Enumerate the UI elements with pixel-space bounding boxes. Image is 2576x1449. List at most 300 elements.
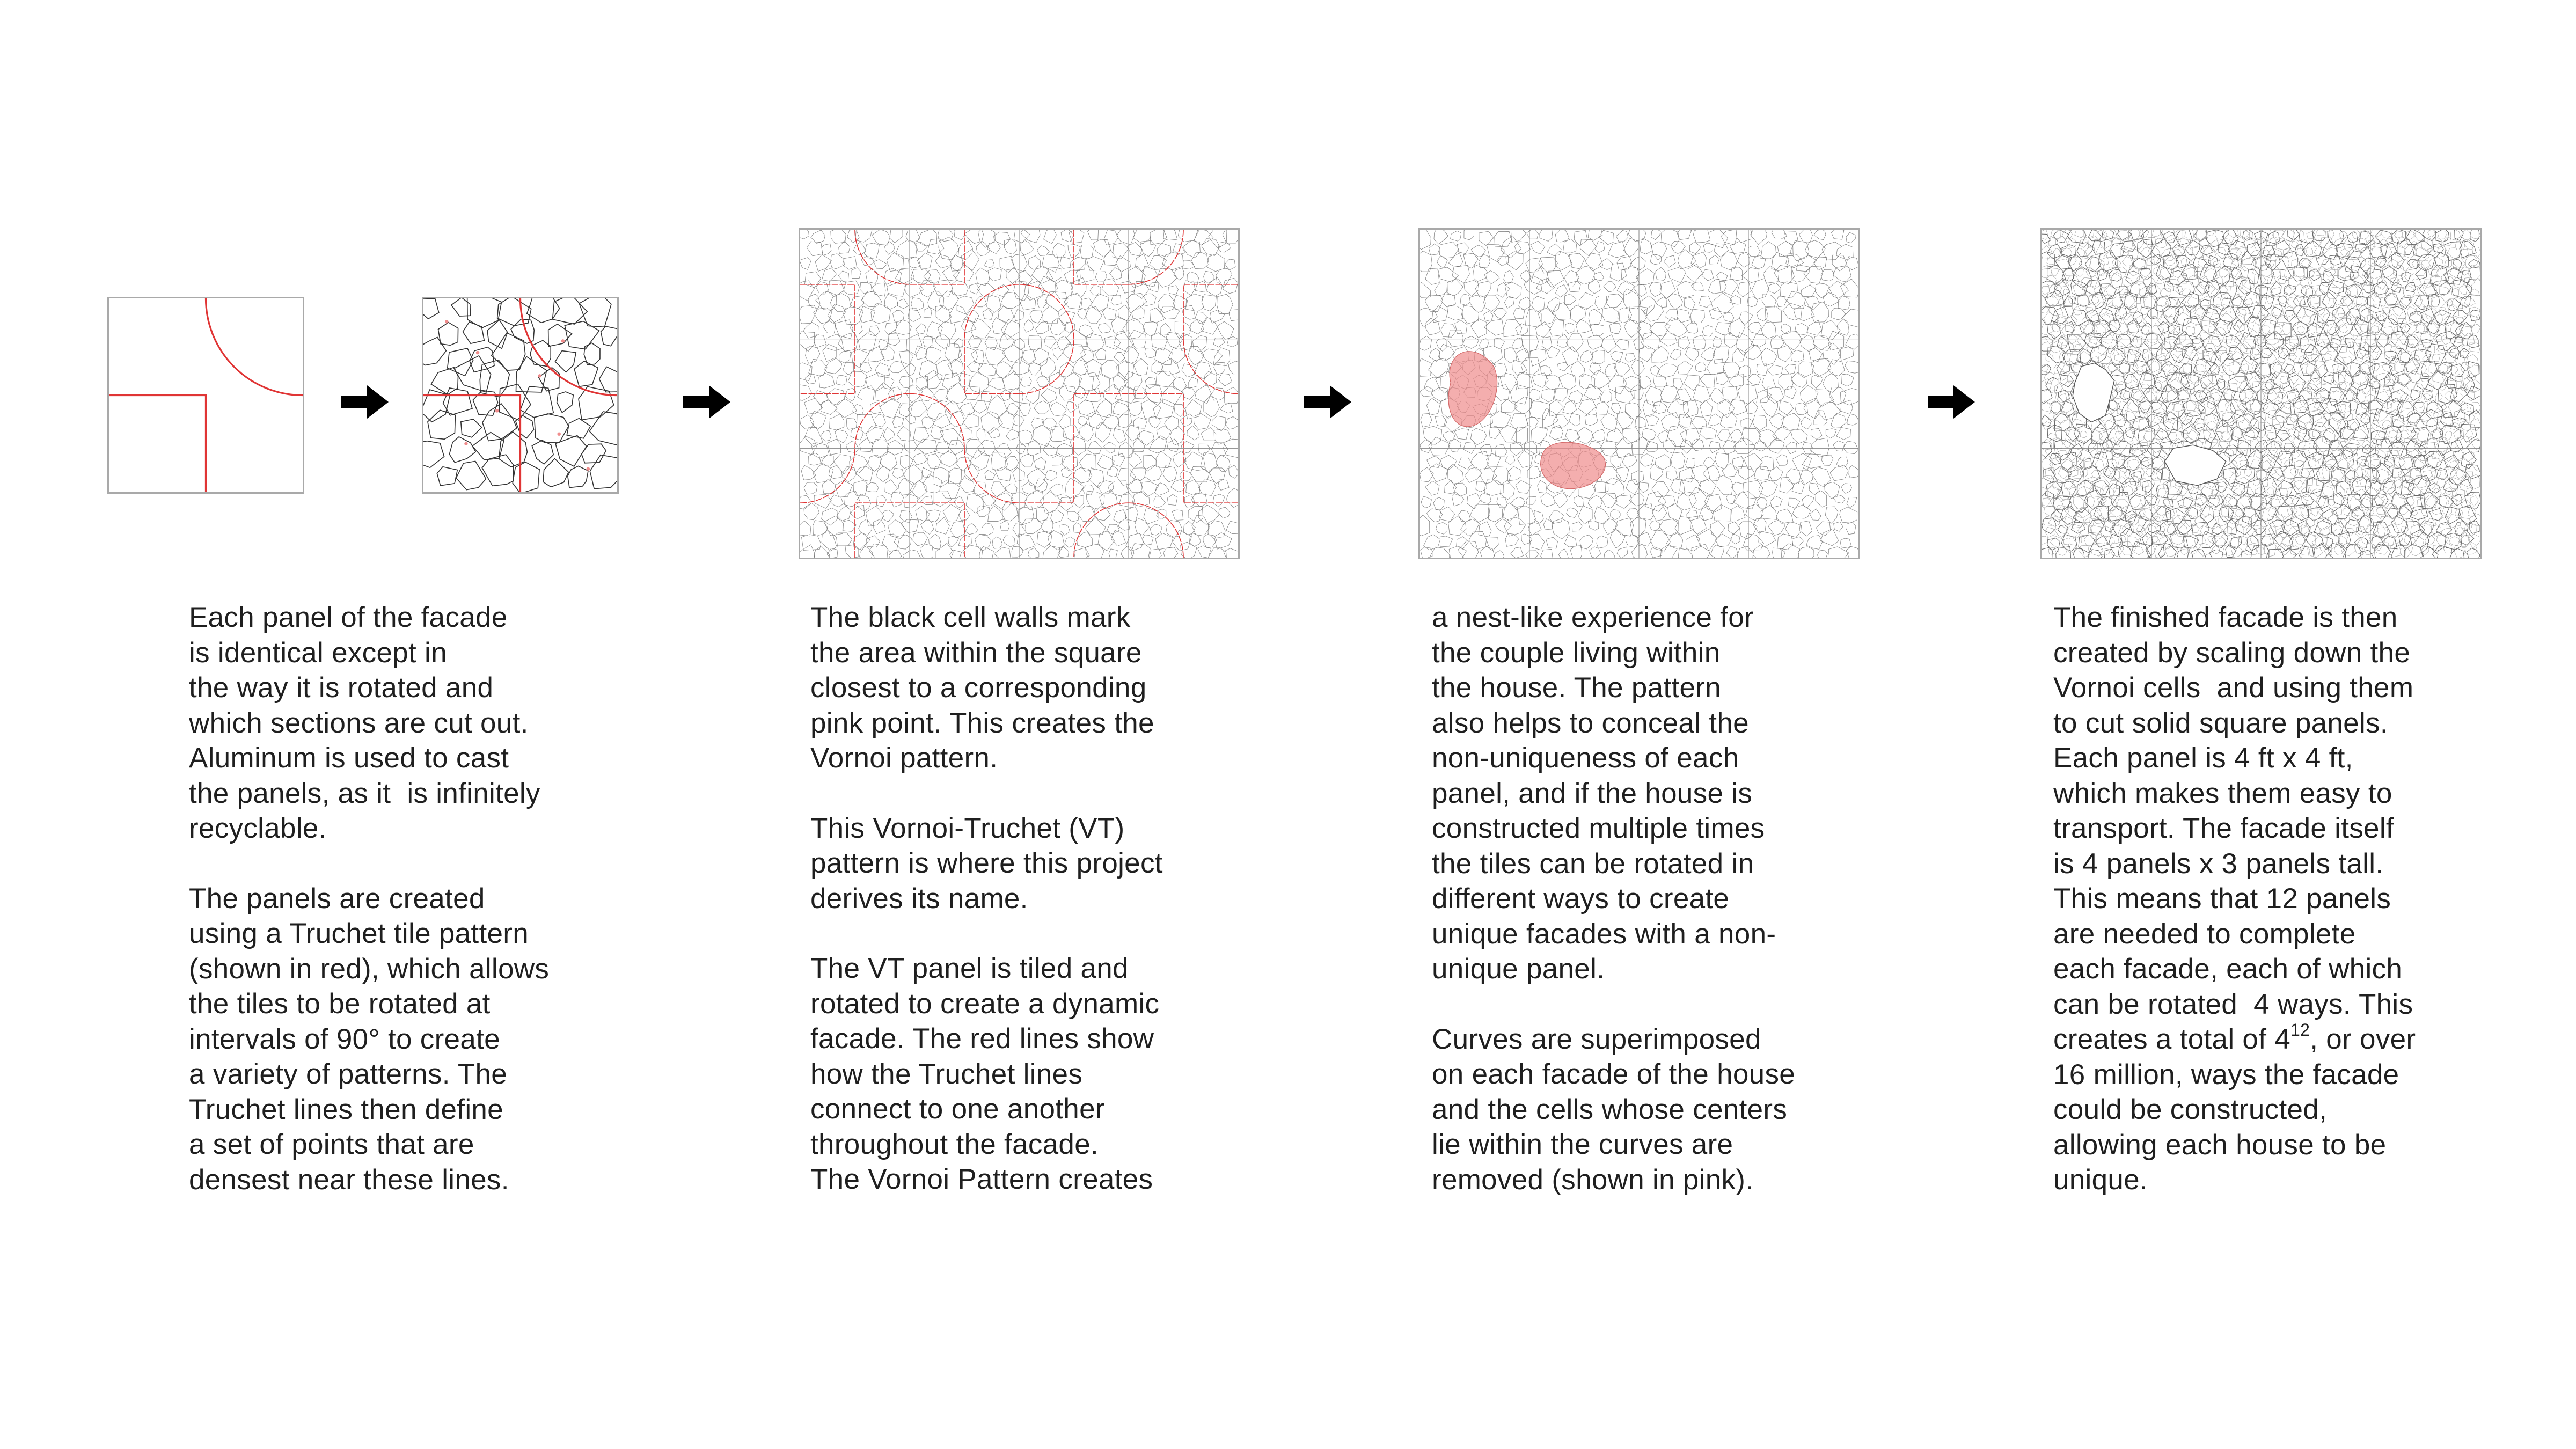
voronoi-cell: [2262, 325, 2270, 334]
voronoi-cell: [857, 386, 874, 400]
voronoi-cell: [1685, 347, 1698, 361]
voronoi-cell: [1420, 336, 1432, 350]
voronoi-cell: [1421, 496, 1431, 508]
voronoi-cell: [2200, 332, 2210, 342]
voronoi-cell: [2440, 426, 2461, 444]
voronoi-cell: [1716, 372, 1729, 385]
voronoi-cell: [1723, 312, 1734, 323]
voronoi-cell: [1751, 230, 1767, 245]
voronoi-cell: [2445, 391, 2454, 401]
voronoi-cell: [916, 324, 926, 334]
voronoi-cell: [1502, 503, 1518, 521]
voronoi-cell: [1831, 230, 1843, 239]
voronoi-cell: [1528, 523, 1541, 536]
voronoi-cell: [1093, 239, 1110, 257]
voronoi-cell: [2156, 276, 2164, 284]
voronoi-cell: [1149, 416, 1160, 428]
voronoi-cell: [1117, 468, 1135, 485]
voronoi-cell: [1152, 362, 1163, 374]
voronoi-cell: [2367, 314, 2376, 324]
voronoi-cell: [2139, 401, 2151, 413]
voronoi-cell: [1609, 324, 1621, 334]
voronoi-cell: [1738, 466, 1755, 480]
voronoi-cell: [1651, 241, 1666, 260]
voronoi-cell: [2068, 413, 2077, 422]
voronoi-cell: [1229, 310, 1238, 321]
voronoi-cell: [1180, 470, 1191, 480]
voronoi-cell: [2360, 364, 2370, 375]
voronoi-cell: [2452, 288, 2459, 296]
voronoi-cell: [1656, 267, 1666, 280]
right-arrow-icon: [341, 383, 390, 421]
voronoi-cell: [2468, 260, 2479, 268]
voronoi-cell: [1785, 386, 1797, 399]
voronoi-cell: [2340, 295, 2353, 306]
paragraph: a nest-like experience for the couple living within the house. The pattern also helps to conceal the non-uniqueness of each panel, and if the house is constructed multiple times the tiles can be rotated in different ways to create unique facades with a non- unique panel.: [1432, 602, 1776, 985]
voronoi-cell: [1149, 282, 1159, 292]
voronoi-cell: [2306, 248, 2313, 255]
voronoi-cell: [2045, 527, 2055, 537]
voronoi-cell: [2084, 461, 2093, 469]
voronoi-cell: [2123, 391, 2131, 400]
voronoi-cell: [1086, 334, 1104, 352]
voronoi-cell: [2297, 409, 2310, 424]
voronoi-cell: [1484, 311, 1494, 321]
voronoi-cell: [1436, 339, 1447, 352]
voronoi-cell: [2073, 496, 2084, 509]
voronoi-cell: [1010, 389, 1023, 403]
voronoi-cell: [826, 389, 845, 405]
voronoi-cell: [1195, 384, 1211, 404]
voronoi-cell: [1664, 255, 1675, 267]
voronoi-cell: [2046, 334, 2056, 342]
voronoi-cell: [2064, 516, 2072, 524]
voronoi-cell: [497, 298, 531, 326]
voronoi-cell: [1114, 352, 1125, 362]
voronoi-cell: [1529, 389, 1540, 401]
voronoi-cell: [1602, 307, 1620, 323]
voronoi-cell: [860, 282, 872, 294]
voronoi-cell: [1511, 547, 1524, 558]
voronoi-cell: [1846, 232, 1856, 243]
voronoi-cell: [1836, 244, 1853, 260]
voronoi-cell: [2134, 546, 2144, 555]
voronoi-cell: [1849, 466, 1858, 478]
voronoi-cell: [1420, 282, 1431, 297]
voronoi-cell: [2084, 477, 2092, 489]
voronoi-cell: [872, 439, 889, 458]
cut-opening: [2164, 445, 2226, 485]
voronoi-cell: [1761, 348, 1777, 366]
voronoi-cell: [1811, 358, 1831, 377]
voronoi-cell: [1700, 427, 1716, 439]
voronoi-cell: [516, 415, 534, 438]
voronoi-cell: [567, 419, 590, 438]
voronoi-cell: [2326, 533, 2340, 548]
voronoi-cell: [1534, 511, 1544, 524]
voronoi-cell: [1823, 292, 1839, 306]
voronoi-cell: [898, 478, 916, 495]
voronoi-cell: [920, 281, 936, 297]
voronoi-cell: [1150, 524, 1162, 535]
voronoi-cell: [1686, 535, 1700, 551]
voronoi-cell: [2270, 520, 2286, 535]
voronoi-cell: [2077, 449, 2089, 460]
voronoi-cell: [2467, 548, 2480, 558]
voronoi-cell: [2405, 282, 2416, 292]
voronoi-cell: [1699, 479, 1716, 496]
voronoi-cell: [800, 281, 814, 301]
voronoi-cell: [2460, 241, 2476, 258]
voronoi-cell: [2058, 390, 2069, 402]
voronoi-cell: [1738, 384, 1757, 404]
voronoi-cell: [1013, 414, 1024, 426]
voronoi-cell: [1759, 429, 1777, 447]
voronoi-cell: [2084, 532, 2097, 545]
voronoi-cell: [859, 546, 873, 558]
voronoi-cell: [1751, 334, 1766, 347]
voronoi-cell: [2250, 416, 2265, 433]
voronoi-cell: [1143, 535, 1153, 545]
voronoi-cell: [1846, 546, 1858, 558]
voronoi-cell: [1776, 455, 1788, 466]
voronoi-cell: [1640, 296, 1655, 316]
voronoi-cell: [2299, 387, 2312, 401]
voronoi-cell: [2255, 363, 2271, 379]
voronoi-cell: [1677, 492, 1697, 510]
voronoi-cell: [2089, 519, 2104, 533]
voronoi-cell: [800, 258, 811, 269]
voronoi-cell: [1640, 238, 1652, 254]
voronoi-cell: [1807, 320, 1822, 335]
voronoi-cell: [1440, 536, 1452, 547]
voronoi-cell: [1479, 522, 1491, 537]
voronoi-cell: [855, 230, 873, 242]
voronoi-cell: [1677, 230, 1692, 240]
voronoi-cell: [946, 383, 967, 404]
voronoi-cell: [1040, 357, 1056, 378]
voronoi-cell: [2385, 351, 2397, 361]
voronoi-cell: [2412, 355, 2421, 365]
voronoi-cell: [2397, 259, 2410, 271]
voronoi-cell: [2323, 271, 2334, 283]
right-arrow-icon: [683, 383, 731, 421]
voronoi-cell: [1107, 524, 1119, 534]
voronoi-cell: [1204, 396, 1219, 417]
voronoi-cell: [1204, 271, 1214, 283]
voronoi-cell: [882, 510, 894, 522]
voronoi-cell: [1004, 239, 1016, 254]
voronoi-cell: [1731, 533, 1740, 544]
voronoi-cell: [1628, 306, 1647, 323]
voronoi-cell: [1671, 479, 1685, 494]
voronoi-cell: [1529, 534, 1545, 550]
voronoi-cell: [925, 347, 941, 363]
voronoi-cell: [2042, 459, 2053, 471]
voronoi-cell: [2208, 495, 2224, 507]
voronoi-cell: [2420, 309, 2434, 324]
voronoi-cell: [2265, 379, 2274, 390]
voronoi-cell: [1217, 321, 1234, 339]
voronoi-cell: [2302, 259, 2310, 267]
voronoi-cell: [1188, 506, 1203, 523]
voronoi-cell: [942, 373, 961, 390]
voronoi-cell: [2214, 482, 2227, 493]
voronoi-cell: [2274, 441, 2282, 448]
voronoi-cell: [1510, 384, 1528, 404]
voronoi-cell: [858, 331, 876, 351]
paragraph: The panels are created using a Truchet tile pattern (shown in red), which allows the tiles to be rotated at intervals of 90° to create a variety of patterns. The Truchet lines then define a set of points that are densest near these lines.: [189, 882, 550, 1196]
voronoi-cell: [1650, 547, 1662, 558]
voronoi-cell: [1457, 243, 1469, 254]
voronoi-cell: [939, 291, 959, 310]
voronoi-cell: [2221, 469, 2234, 479]
voronoi-cell: [966, 493, 983, 513]
voronoi-cell: [1184, 496, 1195, 507]
voronoi-cell: [1075, 386, 1085, 398]
voronoi-cell: [1499, 425, 1517, 442]
voronoi-cell: [590, 455, 617, 489]
voronoi-cell: [2431, 296, 2446, 308]
voronoi-cell: [1206, 277, 1223, 296]
voronoi-cell: [1438, 267, 1458, 282]
voronoi-cell: [2042, 342, 2052, 355]
voronoi-cell: [1002, 371, 1021, 390]
voronoi-cell: [1511, 497, 1525, 510]
voronoi-cell: [2077, 480, 2093, 496]
voronoi-cell: [2168, 432, 2177, 441]
voronoi-cell: [1026, 387, 1039, 404]
voronoi-cell: [1420, 467, 1433, 482]
voronoi-cell: [1774, 266, 1795, 284]
voronoi-cell: [1091, 294, 1109, 312]
voronoi-cell: [866, 506, 884, 526]
voronoi-cell: [905, 494, 918, 508]
voronoi-cell: [996, 443, 1011, 458]
voronoi-cell: [1124, 346, 1139, 363]
voronoi-cell: [1495, 444, 1507, 456]
voronoi-cell: [1451, 231, 1461, 241]
voronoi-cell: [1801, 385, 1818, 404]
voronoi-cell: [1703, 243, 1713, 252]
voronoi-cell: [1526, 417, 1538, 427]
voronoi-cell: [2255, 285, 2268, 296]
voronoi-cell: [2140, 442, 2147, 450]
voronoi-cell: [1118, 521, 1130, 530]
voronoi-cell: [1792, 481, 1804, 494]
voronoi-cell: [2353, 425, 2368, 439]
voronoi-cell: [2146, 468, 2155, 477]
voronoi-cell: [913, 427, 929, 443]
voronoi-cell: [1465, 467, 1482, 483]
voronoi-cell: [1526, 550, 1539, 558]
voronoi-cell: [1161, 323, 1171, 335]
voronoi-cell: [2244, 313, 2256, 323]
voronoi-cell: [1133, 438, 1145, 451]
voronoi-cell: [1600, 391, 1612, 403]
voronoi-cell: [1565, 429, 1580, 443]
voronoi-cell: [1773, 548, 1785, 558]
voronoi-cell: [977, 283, 996, 296]
voronoi-cell: [499, 384, 531, 420]
voronoi-cell: [2382, 421, 2391, 429]
voronoi-cell: [1223, 230, 1238, 243]
voronoi-cell: [1526, 309, 1542, 327]
voronoi-cell: [1459, 510, 1470, 522]
voronoi-cell: [2149, 438, 2161, 453]
voronoi-cell: [2175, 523, 2188, 537]
voronoi-cell: [1695, 362, 1706, 372]
voronoi-cell: [1118, 442, 1134, 458]
voronoi-cell: [2211, 336, 2222, 347]
voronoi-cell: [2042, 415, 2051, 426]
voronoi-cell: [1708, 414, 1722, 426]
voronoi-cell: [1718, 399, 1735, 418]
voronoi-cell: [1513, 308, 1525, 319]
voronoi-cell: [1659, 519, 1679, 536]
voronoi-cell: [904, 363, 916, 376]
voronoi-cell: [1737, 282, 1751, 297]
voronoi-cell: [2150, 305, 2163, 319]
voronoi-cell: [1020, 294, 1035, 310]
voronoi-cell: [1464, 280, 1479, 296]
voronoi-cell: [2176, 286, 2183, 294]
voronoi-cell: [927, 239, 944, 254]
voronoi-cell: [1100, 490, 1117, 509]
voronoi-cell: [2097, 440, 2109, 451]
voronoi-cell: [1579, 374, 1594, 389]
voronoi-cell: [1006, 268, 1020, 283]
voronoi-cell: [2122, 257, 2133, 266]
description-column-4: [2053, 600, 2483, 1198]
voronoi-cell: [1804, 266, 1823, 284]
voronoi-cell: [2096, 420, 2106, 433]
voronoi-cell: [814, 391, 829, 405]
voronoi-cell: [2342, 429, 2354, 442]
voronoi-cell: [865, 243, 880, 259]
voronoi-cell: [1001, 292, 1021, 308]
voronoi-cell: [1596, 241, 1605, 253]
voronoi-cell: [2282, 322, 2294, 335]
voronoi-cell: [1007, 403, 1019, 415]
voronoi-cell: [2426, 400, 2443, 419]
voronoi-cell: [1746, 401, 1758, 414]
voronoi-cell: [2122, 276, 2132, 287]
voronoi-cell: [889, 361, 905, 373]
voronoi-cell: [1199, 505, 1219, 525]
voronoi-cell: [904, 440, 917, 452]
voronoi-cell: [846, 442, 859, 453]
voronoi-cell: [1095, 348, 1106, 360]
voronoi-cell: [1580, 350, 1593, 362]
voronoi-cell: [1715, 453, 1728, 469]
voronoi-cell: [1634, 284, 1646, 297]
voronoi-cell: [800, 545, 815, 558]
voronoi-cell: [1615, 339, 1628, 350]
voronoi-cell: [2344, 362, 2360, 377]
voronoi-cell: [1567, 508, 1578, 517]
voronoi-cell: [2424, 393, 2432, 402]
voronoi-cell: [1577, 427, 1593, 444]
voronoi-cell: [1840, 279, 1858, 297]
voronoi-cell: [822, 508, 838, 525]
voronoi-cell: [1547, 244, 1561, 255]
voronoi-cell: [957, 296, 974, 314]
voronoi-cell: [423, 441, 444, 468]
voronoi-cell: [2109, 269, 2121, 281]
voronoi-cell: [1021, 230, 1040, 243]
voronoi-cell: [2443, 478, 2458, 491]
voronoi-cell: [821, 400, 837, 414]
tiled-vt-facade-svg: [800, 230, 1238, 558]
voronoi-cell: [2398, 348, 2411, 363]
voronoi-cell: [1218, 479, 1229, 491]
voronoi-cell: [1484, 319, 1504, 335]
voronoi-cell: [2369, 305, 2384, 319]
tiled-vt-facade-figure: [799, 228, 1240, 559]
voronoi-cell: [2372, 363, 2380, 371]
voronoi-cell: [963, 413, 978, 428]
voronoi-cell: [2052, 510, 2063, 522]
voronoi-cell: [2463, 451, 2475, 462]
voronoi-cell: [1595, 296, 1607, 310]
voronoi-cell: [2208, 255, 2218, 267]
voronoi-cell: [1709, 441, 1720, 452]
voronoi-cell: [1564, 294, 1576, 305]
voronoi-cell: [2402, 476, 2414, 488]
voronoi-cell: [2465, 380, 2480, 392]
voronoi-cell: [2129, 459, 2139, 470]
voronoi-cell: [801, 415, 814, 429]
voronoi-cell: [1107, 466, 1118, 477]
voronoi-cell: [1611, 403, 1620, 414]
voronoi-cell: [2118, 459, 2128, 472]
voronoi-cell: [2205, 343, 2216, 354]
voronoi-cell: [1169, 286, 1179, 295]
voronoi-cell: [2361, 534, 2370, 545]
voronoi-cell: [888, 333, 900, 346]
voronoi-cell: [1650, 282, 1662, 297]
voronoi-cell: [1501, 480, 1514, 499]
voronoi-cell: [942, 267, 959, 281]
voronoi-cell: [1057, 443, 1073, 457]
voronoi-cell: [1761, 456, 1774, 471]
voronoi-cell: [1731, 506, 1745, 521]
voronoi-cell: [921, 496, 933, 505]
voronoi-cell: [2123, 313, 2134, 325]
voronoi-cell: [1213, 338, 1225, 347]
voronoi-cell: [2155, 431, 2163, 440]
voronoi-cell: [2456, 469, 2464, 479]
paragraph: The black cell walls mark the area within the square closest to a corresponding pink point. This creates the Vornoi pattern.: [810, 602, 1154, 774]
voronoi-cell: [1615, 386, 1634, 403]
voronoi-cell: [2044, 312, 2058, 325]
voronoi-cell: [1777, 297, 1787, 307]
voronoi-cell: [2294, 460, 2303, 470]
voronoi-cell: [1549, 320, 1563, 336]
voronoi-cell: [2329, 412, 2346, 434]
voronoi-cell: [1194, 413, 1211, 429]
voronoi-cell: [1143, 455, 1156, 471]
voronoi-cell: [1791, 265, 1810, 282]
voronoi-cell: [945, 343, 962, 363]
voronoi-cell: [2465, 255, 2479, 269]
voronoi-cell: [2156, 297, 2168, 306]
voronoi-cell: [1692, 416, 1707, 429]
voronoi-cell: [2042, 336, 2052, 351]
voronoi-cell: [2154, 478, 2161, 486]
voronoi-cell: [1135, 518, 1149, 535]
